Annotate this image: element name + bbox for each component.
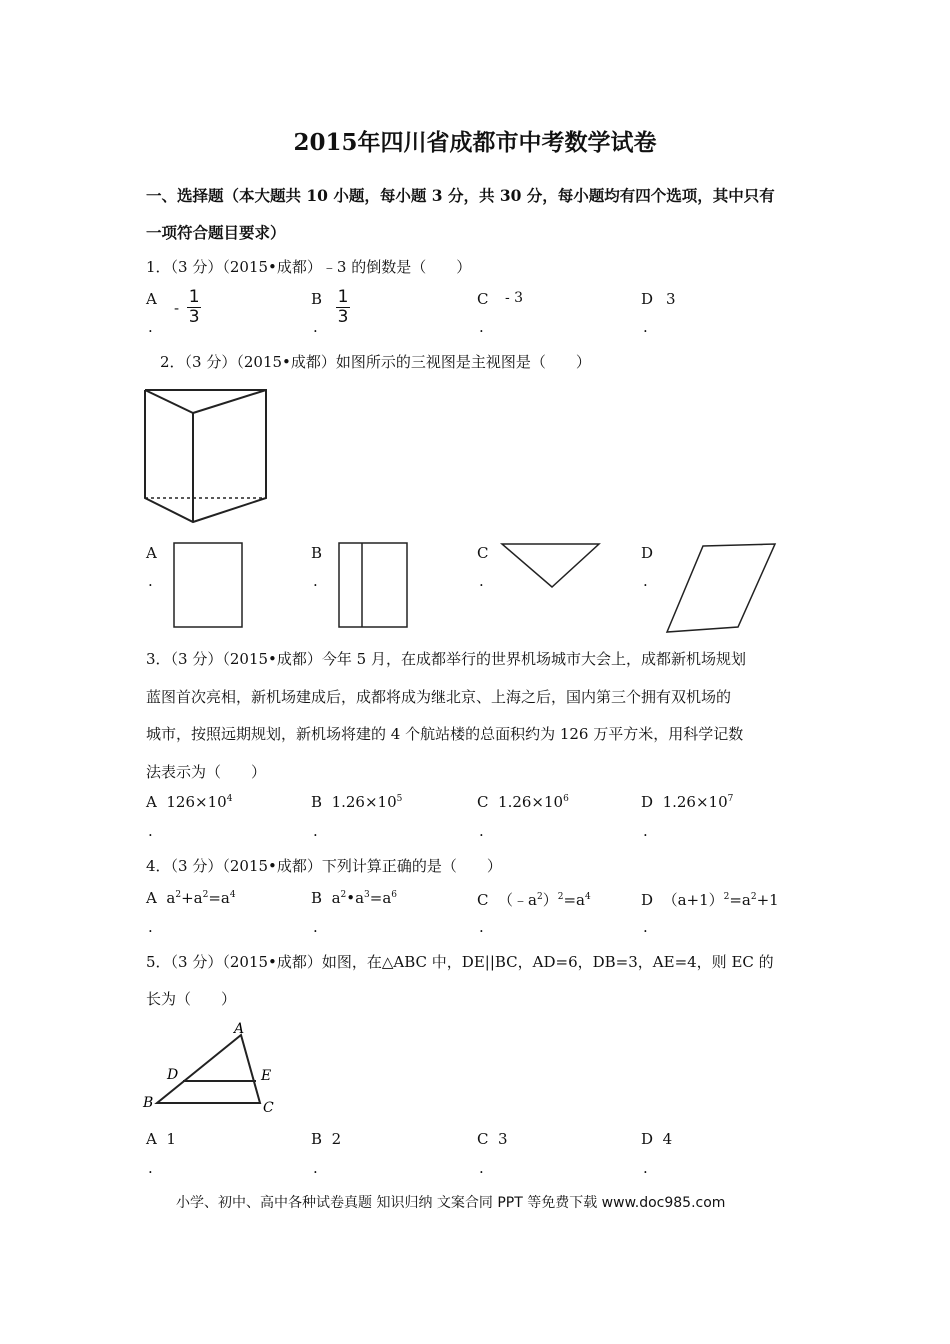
q1-option-c-label: C <box>477 290 489 308</box>
q5-option-d <box>641 1130 672 1148</box>
option-dot: . <box>148 918 153 936</box>
option-dot: . <box>643 318 648 336</box>
option-dot: . <box>148 822 153 840</box>
option-label: C <box>477 1130 489 1148</box>
option-value: 126×10 <box>166 793 227 811</box>
exponent: 4 <box>226 794 233 804</box>
exponent: 6 <box>563 794 569 804</box>
option-dot: . <box>643 918 648 936</box>
q5-option-a <box>146 1130 176 1148</box>
fraction-denominator: 3 <box>188 307 200 327</box>
option-label: B <box>311 889 323 907</box>
option-dot: . <box>643 822 648 840</box>
q2-option-c-label: C <box>477 544 489 562</box>
option-dot: . <box>479 1159 484 1177</box>
footer-text: 小学、初中、高中各种试卷真题 知识归纳 文案合同 PPT 等免费下载 www.doc985.com <box>176 1195 726 1211</box>
question-3-line1: 3．（3 分）（2015•成都）今年 5 月，在成都举行的世界机场城市大会上，成都新机场规划 <box>146 650 746 668</box>
option-dot: . <box>479 318 484 336</box>
option-dot: . <box>479 918 484 936</box>
option-value: 3 <box>498 1130 508 1148</box>
q1-option-c-value: - 3 <box>505 290 524 306</box>
option-dot: . <box>479 822 484 840</box>
option-label: D <box>641 1130 654 1148</box>
q1-option-a-label: A <box>146 290 157 308</box>
q5-option-c <box>477 1130 508 1148</box>
exponent: 7 <box>727 794 734 804</box>
option-dot: . <box>643 572 648 590</box>
q4-option-a: A $a^2+a^2=a^4$ <box>146 889 236 907</box>
page-title: 2015年四川省成都市中考数学试卷 <box>293 129 657 156</box>
q1-option-d-label: D <box>641 290 654 308</box>
question-3-line4: 法表示为（ ） <box>146 763 267 781</box>
fraction-numerator: 1 <box>188 287 200 307</box>
option-value: 4 <box>662 1130 673 1148</box>
question-1-stem: 1．（3 分）（2015•成都）﹣3 的倒数是（ ） <box>146 258 472 276</box>
fraction-numerator: 1 <box>337 287 349 307</box>
option-label: A <box>146 793 157 811</box>
option-dot: . <box>313 318 318 336</box>
question-5-line2: 长为（ ） <box>146 990 237 1008</box>
option-dot: . <box>643 1159 648 1177</box>
option-value: 1.26×10 <box>498 793 564 811</box>
question-2-stem: 2．（3 分）（2015•成都）如图所示的三视图是主视图是（ ） <box>160 353 591 371</box>
point-e-label: E <box>261 1068 272 1084</box>
q4-option-d: D $(a+1)^2=a^2+1$ <box>641 891 779 909</box>
vertex-b-label: B <box>143 1095 154 1111</box>
option-label: C <box>477 793 489 811</box>
minus-sign: - <box>174 298 180 317</box>
q5-option-b <box>311 1130 341 1148</box>
section-heading-line2: 一项符合题目要求） <box>146 223 286 242</box>
option-label: A <box>146 1130 157 1148</box>
option-dot: . <box>148 572 153 590</box>
q2-option-b-label: B <box>311 544 323 562</box>
q1-option-b-label: B <box>311 290 323 308</box>
point-d-label: D <box>167 1067 179 1083</box>
question-4-stem: 4．（3 分）（2015•成都）下列计算正确的是（ ） <box>146 857 502 875</box>
option-label: B <box>311 1130 323 1148</box>
option-dot: . <box>479 572 484 590</box>
q2-option-d-label: D <box>641 544 654 562</box>
fraction-denominator: 3 <box>337 307 349 327</box>
option-dot: . <box>313 918 318 936</box>
option-dot: . <box>148 1159 153 1177</box>
option-dot: . <box>313 1159 318 1177</box>
q1-option-d-value: 3 <box>666 290 676 308</box>
option-value: 2 <box>331 1130 342 1148</box>
option-label: D <box>641 891 654 909</box>
section-heading-line1: 一、选择题（本大题共 10 小题，每小题 3 分，共 30 分，每小题均有四个选项，其中只有 <box>146 186 775 205</box>
q4-option-c: C $(﹣a^2)^2=a^4$ <box>477 891 591 909</box>
vertex-a-label: A <box>234 1021 245 1037</box>
option-dot: . <box>313 822 318 840</box>
question-5-line1: 5．（3 分）（2015•成都）如图，在△ABC 中，DE||BC，AD=6，DB=3，AE=4，则 EC 的 <box>146 953 774 971</box>
option-label: D <box>641 793 654 811</box>
option-dot: . <box>313 572 318 590</box>
option-dot: . <box>148 318 153 336</box>
exponent: 5 <box>396 794 403 804</box>
option-label: C <box>477 891 489 909</box>
option-label: B <box>311 793 323 811</box>
option-value: 1.26×10 <box>331 793 397 811</box>
option-value: 1.26×10 <box>662 793 728 811</box>
option-label: A <box>146 889 157 907</box>
q2-option-a-label: A <box>146 544 157 562</box>
question-3-line2: 蓝图首次亮相，新机场建成后，成都将成为继北京、上海之后，国内第三个拥有双机场的 <box>146 688 732 706</box>
question-3-line3: 城市，按照远期规划，新机场将建的 4 个航站楼的总面积约为 126 万平方米，用科学记数 <box>146 725 744 743</box>
vertex-c-label: C <box>263 1100 274 1116</box>
q4-option-b: B $a^2•a^3=a^6$ <box>311 889 398 907</box>
option-value: 1 <box>166 1130 176 1148</box>
